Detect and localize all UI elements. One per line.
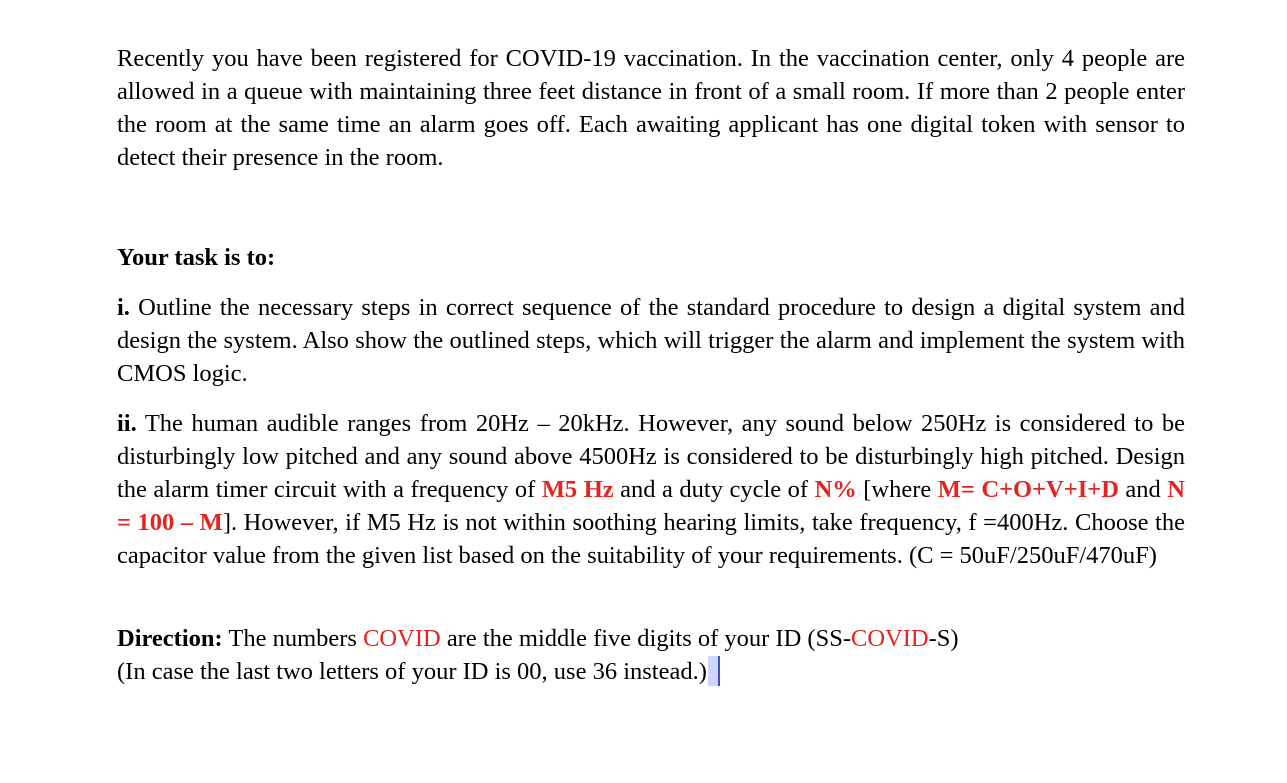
direction-note: (In case the last two letters of your ID is 00, use 36 instead.): [117, 658, 707, 685]
m-definition: M= C+O+V+I+D: [937, 476, 1119, 503]
item-2-text-1: The human audible ranges from 20Hz – 20kHz. However, any sound below 250Hz is considered to be disturbingly low pitched and any sound above 4500Hz is considered to be disturbingly high pitched. Design the alarm timer circuit with a frequency of: [117, 410, 1185, 503]
task-item-1: [117, 291, 1185, 390]
item-2-text-5: ]. However, if M5 Hz is not within soothing hearing limits, take frequency, f =400Hz. Choose the capacitor value from the given list based on the suitability of your requirements. (C = 50uF/250uF/470uF): [117, 509, 1185, 569]
item-1-marker: i.: [117, 294, 130, 321]
item-2-text-3: [where: [856, 476, 938, 503]
task-item-2: [117, 407, 1185, 572]
intro-paragraph: Recently you have been registered for COVID-19 vaccination. In the vaccination center, only 4 people are allowed in a queue with maintaining three feet distance in front of a small room. If more than 2 people enter the room at the same time an alarm goes off. Each awaiting applicant has one digital token with sensor to detect their presence in the room.: [117, 45, 1185, 171]
direction-text-2: are the middle five digits of your ID (SS-: [440, 625, 851, 652]
document-page: [117, 42, 1185, 688]
direction-paragraph: [117, 622, 1185, 688]
duty-cycle-variable: N%: [814, 476, 857, 503]
direction-label: Direction:: [117, 625, 223, 652]
item-1-text: Outline the necessary steps in correct sequence of the standard procedure to design a digital system and design the system. Also show the outlined steps, which will trigger the alarm and implement the system with CMOS logic.: [117, 294, 1185, 387]
item-2-marker: ii.: [117, 410, 137, 437]
covid-highlight: COVID: [363, 625, 441, 652]
text-cursor[interactable]: [708, 656, 720, 686]
item-2-text-4: and: [1118, 476, 1168, 503]
item-2-text-2: and a duty cycle of: [613, 476, 815, 503]
n-definition: N = 100 – M: [117, 476, 1185, 536]
frequency-variable: M5 Hz: [541, 476, 614, 503]
covid-id-highlight: COVID: [850, 625, 929, 652]
task-heading: Your task is to:: [117, 244, 276, 271]
direction-text-1: The numbers: [222, 625, 364, 652]
direction-text-3: -S): [928, 625, 959, 652]
